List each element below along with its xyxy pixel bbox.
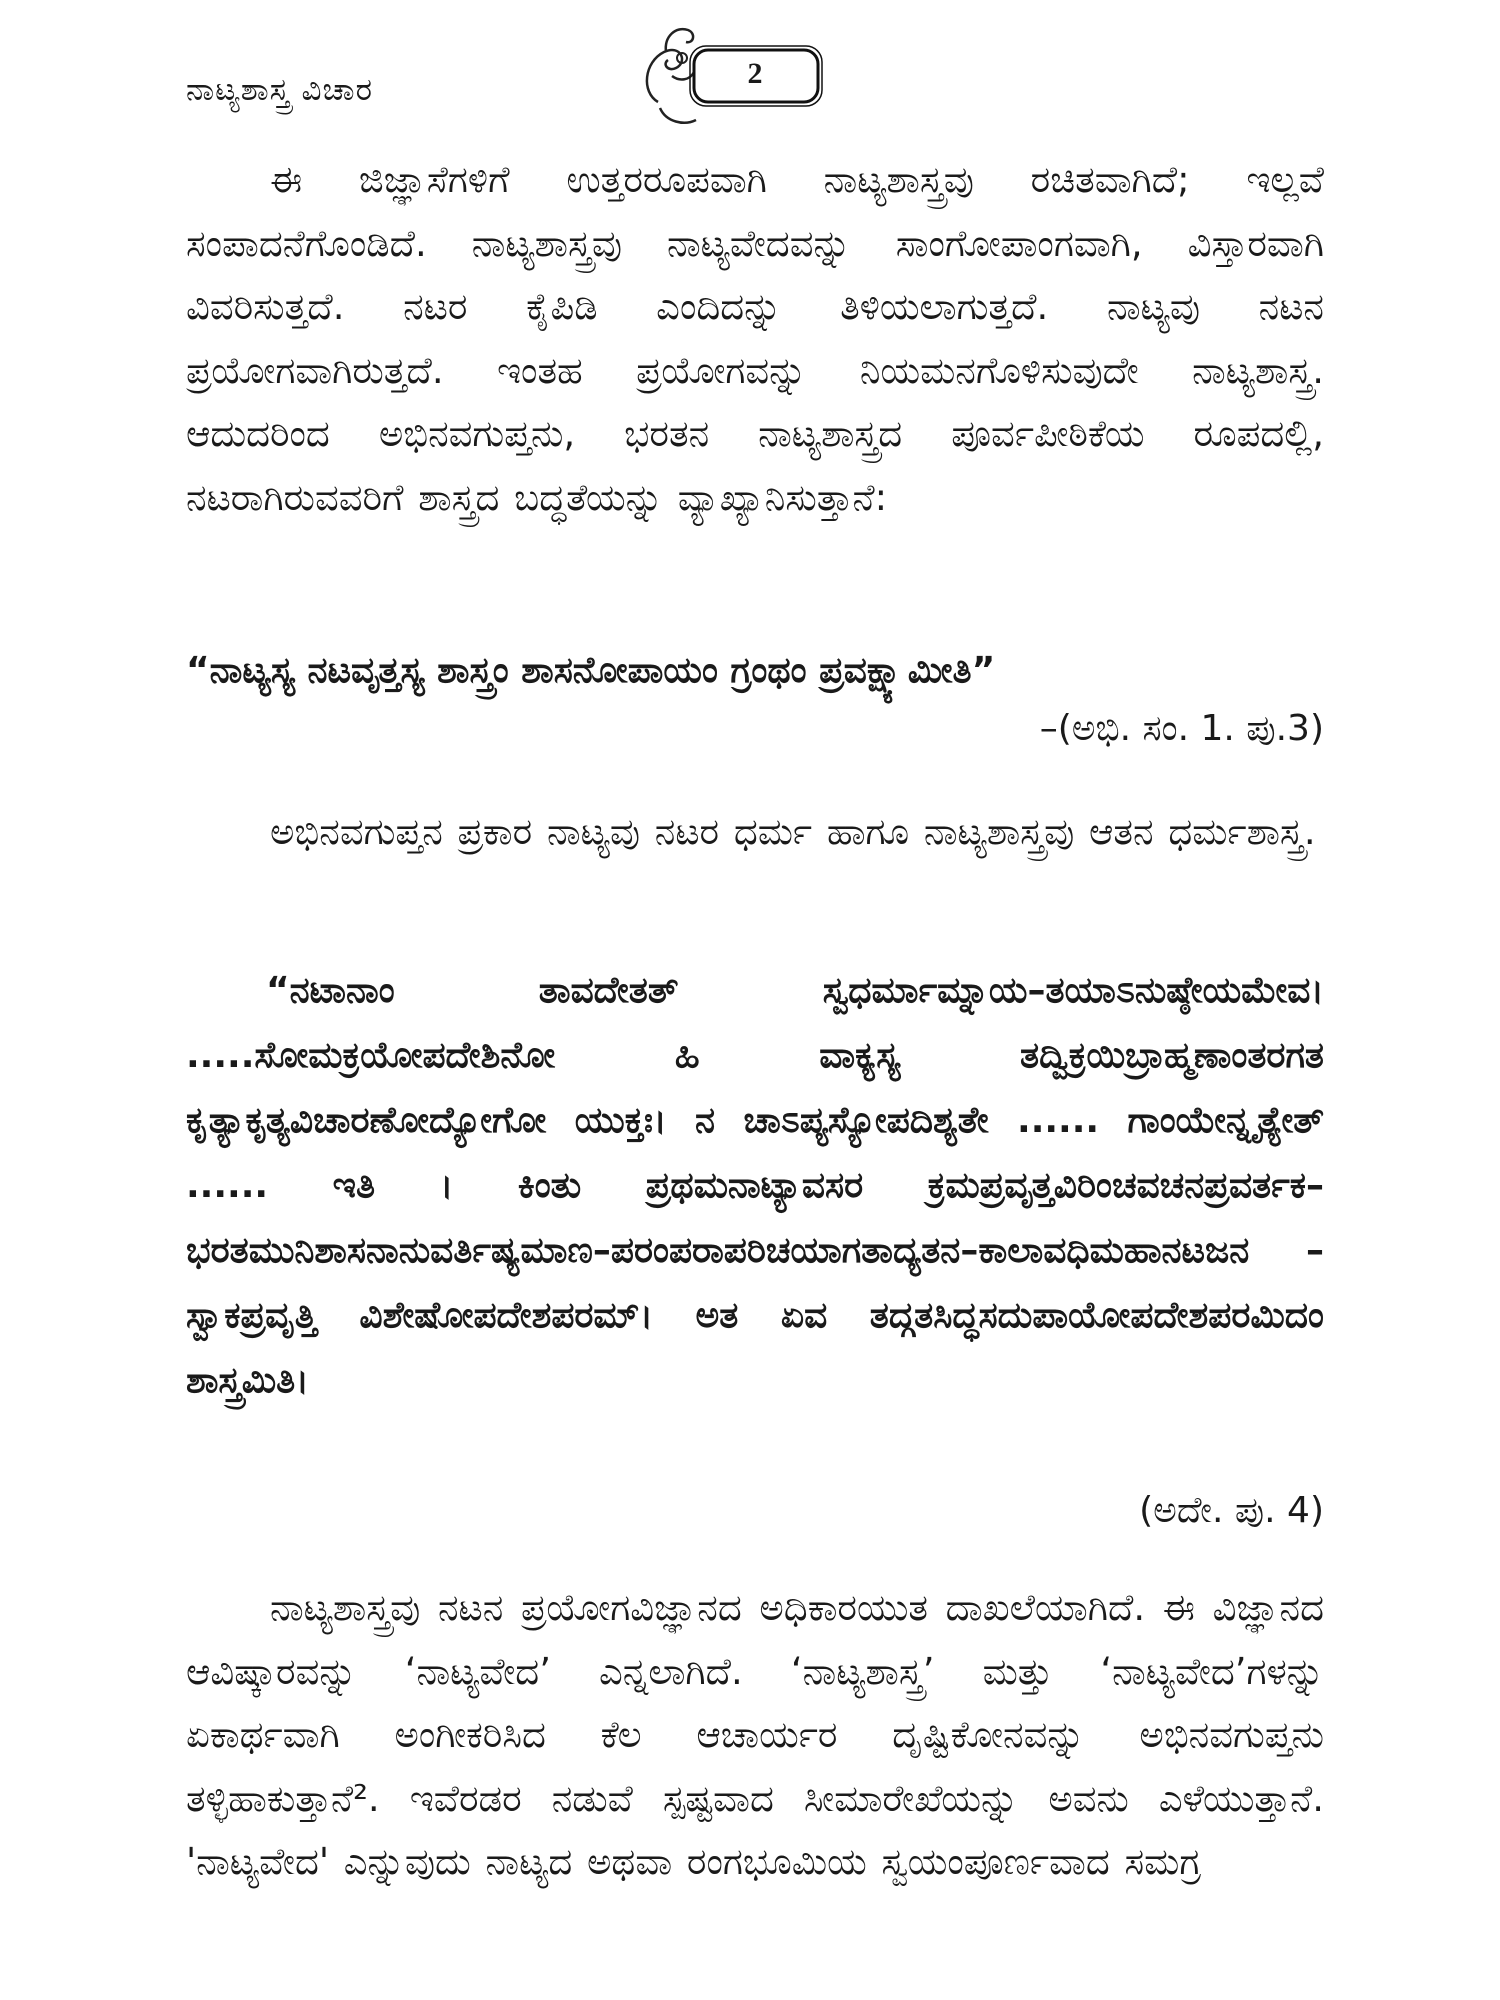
- running-title: ನಾಟ್ಯಶಾಸ್ತ್ರ ವಿಚಾರ: [186, 72, 374, 108]
- citation-1: –(ಅಭಿ. ಸಂ. 1. ಪು.3): [1039, 708, 1324, 749]
- page-number: 2: [747, 57, 763, 90]
- paragraph-3: ನಾಟ್ಯಶಾಸ್ತ್ರವು ನಟನ ಪ್ರಯೋಗವಿಜ್ಞಾನದ ಅಧಿಕಾರಯುತ ದಾಖಲೆಯಾಗಿದೆ. ಈ ವಿಜ್ಞಾನದ ಆವಿಷ್ಕಾರವನ್ನು ‘ನಾಟ್ಯವೇದ’ ಎನ್ನಲಾಗಿದೆ. ‘ನಾಟ್ಯಶಾಸ್ತ್ರ’ ಮತ್ತು ‘ನಾಟ್ಯವೇದ’ಗಳನ್ನು ಏಕಾರ್ಥವಾಗಿ ಅಂಗೀಕರಿಸಿದ ಕೆಲ ಆಚಾರ್ಯರ ದೃಷ್ಟಿಕೋನವನ್ನು ಅಭಿನವಗುಪ್ತನು ತಳ್ಳಿಹಾಕುತ್ತಾನೆ². ಇವೆರಡರ ನಡುವೆ ಸ್ಪಷ್ಟವಾದ ಸೀಮಾರೇಖೆಯನ್ನು ಅವನು ಎಳೆಯುತ್ತಾನೆ. 'ನಾಟ್ಯವೇದ' ಎನ್ನುವುದು ನಾಟ್ಯದ ಅಥವಾ ರಂಗಭೂಮಿಯ ಸ್ವಯಂಪೂರ್ಣವಾದ ಸಮಗ್ರ: [186, 1586, 1324, 1883]
- citation-2: (ಅದೇ. ಪು. 4): [1139, 1490, 1324, 1531]
- paragraph-1: ಈ ಜಿಜ್ಞಾಸೆಗಳಿಗೆ ಉತ್ತರರೂಪವಾಗಿ ನಾಟ್ಯಶಾಸ್ತ್ರವು ರಚಿತವಾಗಿದೆ; ಇಲ್ಲವೆ ಸಂಪಾದನೆಗೊಂಡಿದೆ. ನಾಟ್ಯಶಾಸ್ತ್ರವು ನಾಟ್ಯವೇದವನ್ನು ಸಾಂಗೋಪಾಂಗವಾಗಿ, ವಿಸ್ತಾರವಾಗಿ ವಿವರಿಸುತ್ತದೆ. ನಟರ ಕೈಪಿಡಿ ಎಂದಿದನ್ನು ತಿಳಿಯಲಾಗುತ್ತದೆ. ನಾಟ್ಯವು ನಟನ ಪ್ರಯೋಗವಾಗಿರುತ್ತದೆ. ಇಂತಹ ಪ್ರಯೋಗವನ್ನು ನಿಯಮನಗೊಳಿಸುವುದೇ ನಾಟ್ಯಶಾಸ್ತ್ರ. ಆದುದರಿಂದ ಅಭಿನವಗುಪ್ತನು, ಭರತನ ನಾಟ್ಯಶಾಸ್ತ್ರದ ಪೂರ್ವಪೀಠಿಕೆಯ ರೂಪದಲ್ಲಿ, ನಟರಾಗಿರುವವರಿಗೆ ಶಾಸ್ತ್ರದ ಬದ್ಧತೆಯನ್ನು ವ್ಯಾಖ್ಯಾನಿಸುತ್ತಾನೆ:: [186, 158, 1324, 519]
- sanskrit-quote-2: “ನಟಾನಾಂ ತಾವದೇತತ್ ಸ್ವಧರ್ಮಾಮ್ನಾಯ–ತಯಾಽನುಷ್ಠೇಯಮೇವ। .....ಸೋಮಕ್ರಯೋಪದೇಶಿನೋ ಹಿ ವಾಕ್ಯಸ್ಯ ತದ್ವಿಕ್ರಯಿಬ್ರಾಹ್ಮಣಾಂತರಗತ ಕೃತ್ಯಾಕೃತ್ಯವಿಚಾರಣೋದ್ಯೋಗೋ ಯುಕ್ತಃ। ನ ಚಾಽಪ್ಯಸ್ಯೋಪದಿಶ್ಯತೇ ...... ಗಾಂಯೇನ್ನೃತ್ಯೇತ್ ...... ಇತಿ । ಕಿಂತು ಪ್ರಥಮನಾಟ್ಯಾವಸರ ಕ್ರಮಪ್ರವೃತ್ತವಿರಿಂಚವಚನಪ್ರವರ್ತಕ–ಭರತಮುನಿಶಾಸನಾನುವರ್ತಿಷ್ಯಮಾಣ–ಪರಂಪರಾಪರಿಚಯಾಗತಾದ್ಯತನ–ಕಾಲಾವಧಿಮಹಾನಟಜನ – ಸ್ವಾಕಪ್ರವೃತ್ತಿ ವಿಶೇಷೋಪದೇಶಪರಮ್। ಅತ ಏವ ತದ್ಗತಸಿದ್ಧಸದುಪಾಯೋಪದೇಶಪರಮಿದಂ ಶಾಸ್ತ್ರಮಿತಿ।: [186, 970, 1324, 1401]
- sanskrit-quote-1: “ನಾಟ್ಯಸ್ಯ ನಟವೃತ್ತಸ್ಯ ಶಾಸ್ತ್ರಂ ಶಾಸನೋಪಾಯಂ ಗ್ರಂಥಂ ಪ್ರವಕ್ಷ್ಯಾಮೀತಿ”: [186, 650, 996, 691]
- paragraph-2: ಅಭಿನವಗುಪ್ತನ ಪ್ರಕಾರ ನಾಟ್ಯವು ನಟರ ಧರ್ಮ ಹಾಗೂ ನಾಟ್ಯಶಾಸ್ತ್ರವು ಆತನ ಧರ್ಮಶಾಸ್ತ್ರ.: [270, 810, 1316, 853]
